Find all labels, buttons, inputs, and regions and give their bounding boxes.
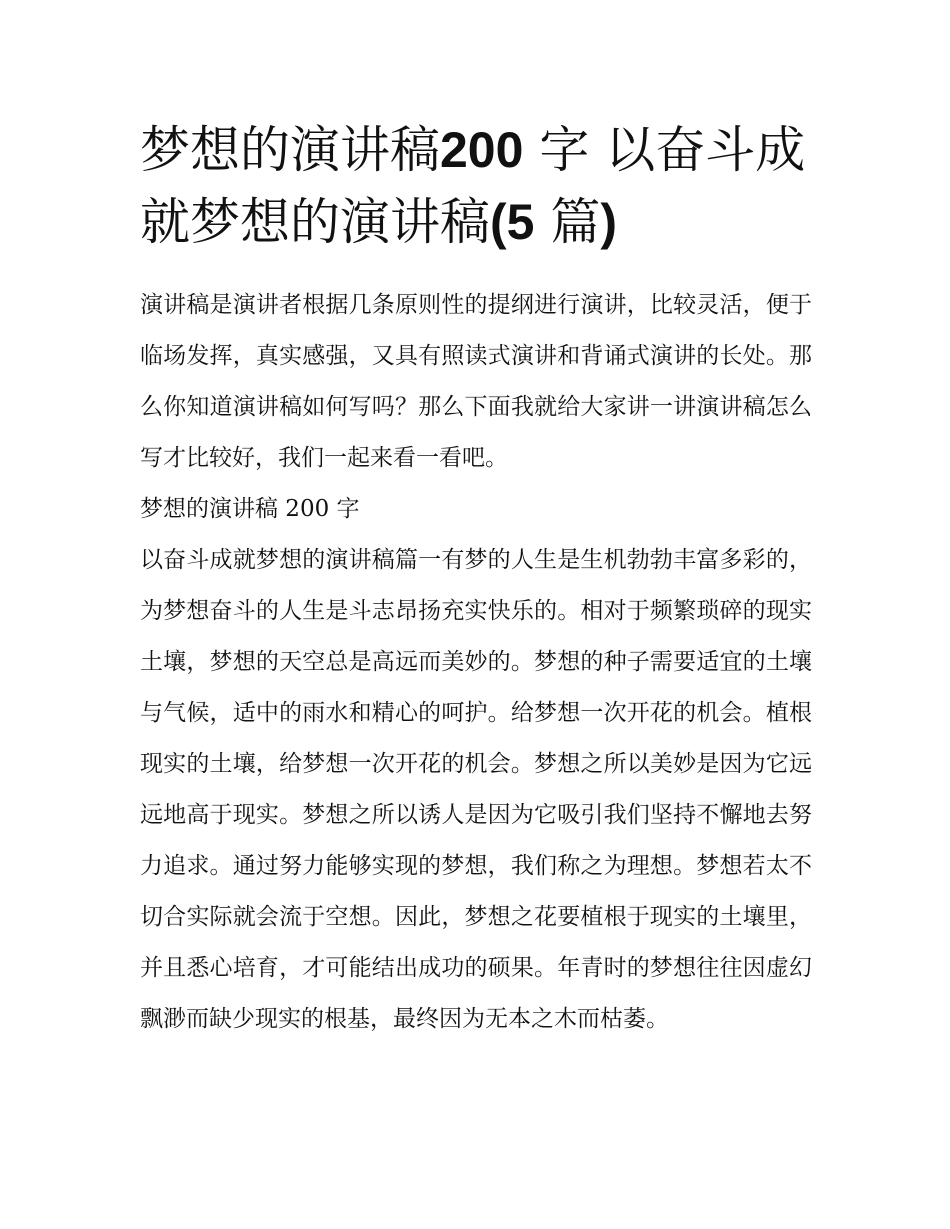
- title-close-paren: ): [600, 194, 618, 250]
- document-title: [140, 114, 820, 258]
- intro-paragraph: 演讲稿是演讲者根据几条原则性的提纲进行演讲，比较灵活，便于临场发挥，真实感强，又具有照读式演讲和背诵式演讲的长处。那么你知道演讲稿如何写吗？那么下面我就给大家讲一讲演讲稿怎么写才比较好，我们一起来看一看吧。: [140, 292, 812, 471]
- section-heading: 梦想的演讲稿 200 字: [140, 496, 360, 522]
- title-text-2: 字 以奋斗成就梦想的演讲稿: [140, 121, 806, 251]
- title-number: 200: [440, 122, 524, 178]
- body-paragraph: 以奋斗成就梦想的演讲稿篇一有梦的人生是生机勃勃丰富多彩的，为梦想奋斗的人生是斗志昂扬充实快乐的。相对于频繁琐碎的现实土壤，梦想的天空总是高远而美妙的。梦想的种子需要适宜的土壤与气候，适中的雨水和精心的呵护。给梦想一次开花的机会。植根现实的土壤，给梦想一次开花的机会。梦想之所以美妙是因为它远远地高于现实。梦想之所以诱人是因为它吸引我们坚持不懈地去努力追求。通过努力能够实现的梦想，我们称之为理想。梦想若太不切合实际就会流于空想。因此，梦想之花要植根于现实的土壤里，并且悉心培育，才可能结出成功的硕果。年青时的梦想往往因虚幻飘渺而缺少现实的根基，最终因为无本之木而枯萎。: [140, 547, 812, 1032]
- document-body: [140, 280, 812, 1045]
- title-text-1: 梦想的演讲稿: [140, 121, 440, 179]
- title-number-2: (5: [490, 194, 535, 250]
- title-text-3: 篇: [534, 193, 601, 251]
